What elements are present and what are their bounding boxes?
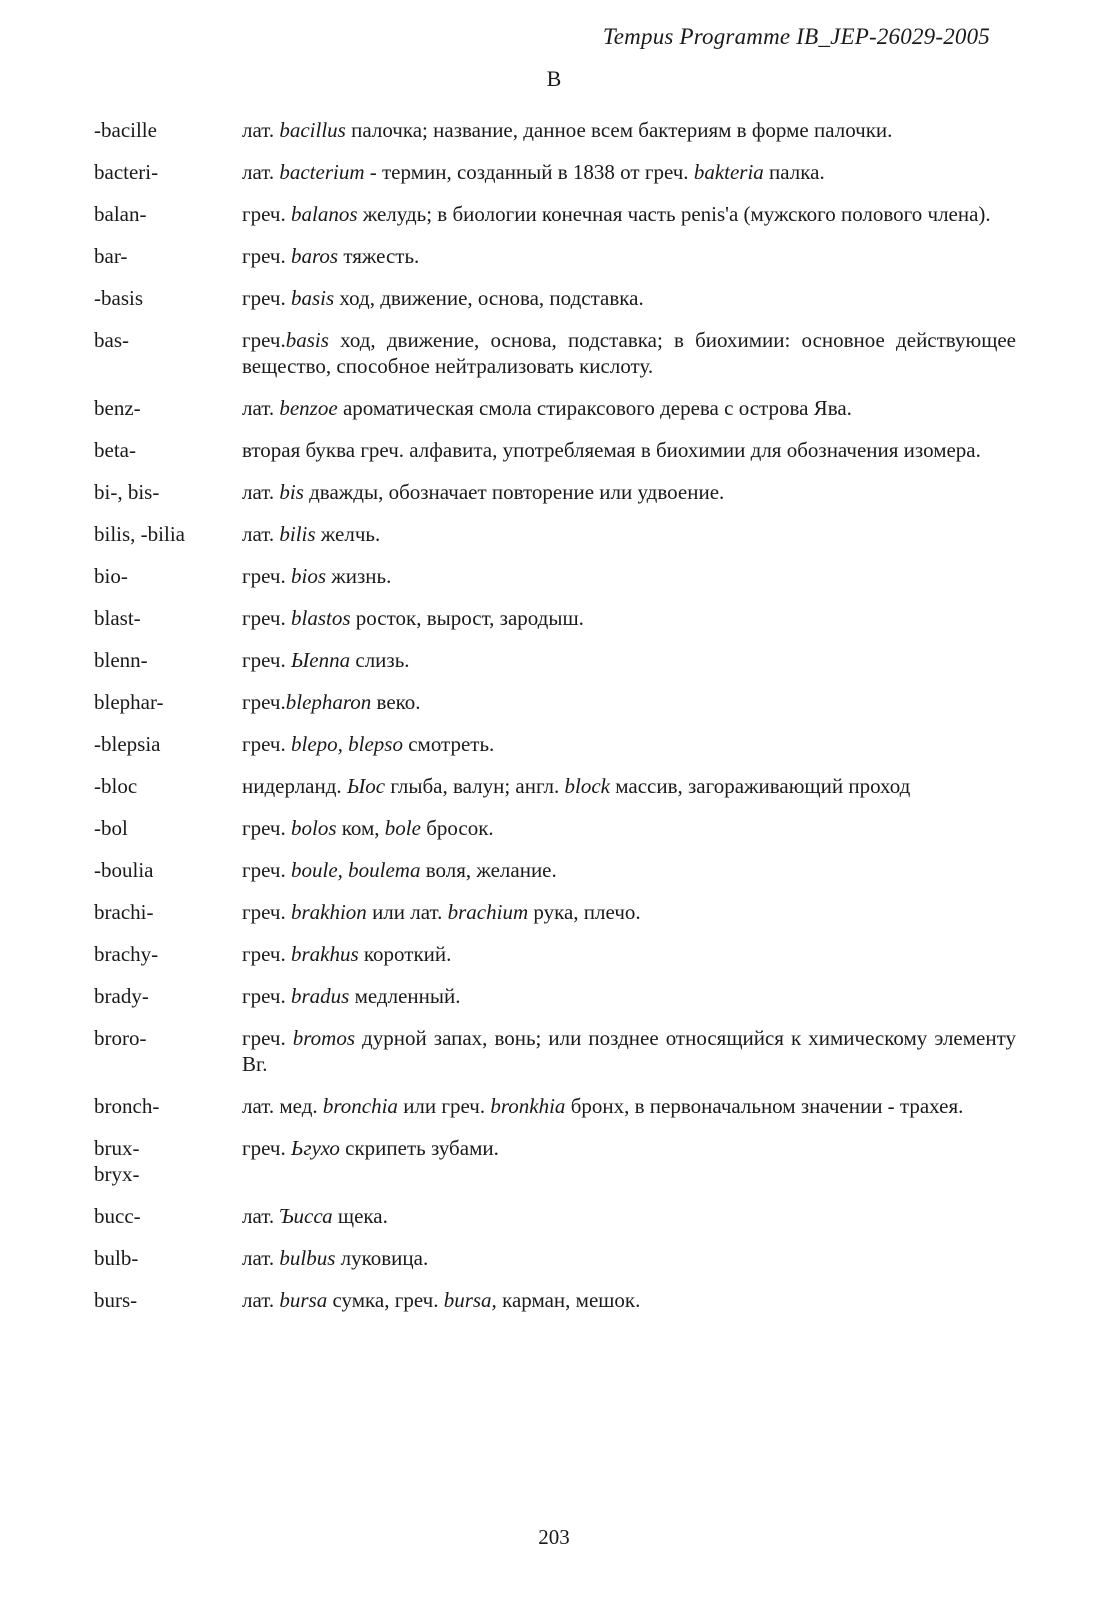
definition-italic-word: Ьгухо [290, 1136, 340, 1160]
definition-italic-word: bacterium [279, 160, 365, 184]
glossary-entry [94, 983, 1016, 1009]
definition-text: рука, плечо. [528, 900, 641, 924]
definition-italic-word: bronchia [322, 1094, 398, 1118]
glossary-entry [94, 243, 1016, 269]
definition-italic-word: blepharon [285, 690, 372, 714]
entry-definition [242, 689, 1016, 715]
definition-italic-word: bulbus [279, 1246, 336, 1270]
definition-text: греч. [242, 942, 291, 966]
entry-definition [242, 1245, 1016, 1271]
definition-text: веко. [371, 690, 421, 714]
definition-text: лат. [242, 480, 280, 504]
definition-text: ход, движение, основа, подставка. [334, 286, 644, 310]
definition-text: греч. [242, 564, 291, 588]
entry-definition [242, 1287, 1016, 1313]
glossary-entry [94, 563, 1016, 589]
entry-term: -bloc [94, 774, 138, 798]
glossary-entry [94, 1203, 1016, 1229]
glossary-entry [94, 1093, 1016, 1119]
definition-text: росток, вырост, зародыш. [350, 606, 584, 630]
entry-term: -boulia [94, 858, 154, 882]
definition-text: воля, желание. [420, 858, 557, 882]
section-letter: B [546, 66, 562, 91]
entry-term: -bol [94, 816, 128, 840]
definition-text: скрипеть зубами. [339, 1136, 499, 1160]
glossary-entry [94, 521, 1016, 547]
definition-italic-word: block [564, 774, 610, 798]
definition-text: вторая буква греч. алфавита, употребляемая в биохимии для обозначения изомера. [242, 438, 981, 462]
entry-definition [242, 857, 1016, 883]
entry-term: bar- [94, 244, 128, 268]
entry-definition [242, 201, 1016, 227]
definition-italic-word: bursa [279, 1288, 328, 1312]
entry-definition [242, 1025, 1016, 1077]
definition-text: глыба, валун; англ. [385, 774, 565, 798]
definition-text: ароматическая смола стираксового дерева с острова Ява. [337, 396, 852, 420]
definition-text: - термин, созданный в 1838 от греч. [364, 160, 694, 184]
entry-term: broro- [94, 1026, 147, 1050]
definition-text: ком, [336, 816, 385, 840]
definition-text: желудь; в биологии конечная часть penis'a (мужского полового члена). [357, 202, 991, 226]
definition-italic-word: basis [285, 328, 329, 352]
entry-term: blenn- [94, 648, 148, 672]
glossary-entry [94, 395, 1016, 421]
entry-definition [242, 327, 1016, 379]
entry-definition [242, 243, 1016, 269]
entry-term: -blepsia [94, 732, 161, 756]
entry-definition [242, 285, 1016, 311]
entry-definition [242, 521, 1016, 547]
definition-text: сумка, греч. [327, 1288, 444, 1312]
definition-text: греч. [242, 648, 291, 672]
entry-definition [242, 437, 1016, 463]
entry-definition [242, 983, 1016, 1009]
entry-definition [242, 563, 1016, 589]
definition-text: нидерланд. [242, 774, 347, 798]
entry-term: -bacille [94, 118, 157, 142]
definition-text: греч. [242, 286, 291, 310]
glossary-entry [94, 437, 1016, 463]
definition-text: дважды, обозначает повторение или удвоение. [303, 480, 725, 504]
entry-term: balan- [94, 202, 147, 226]
entry-term: bulb- [94, 1246, 139, 1270]
definition-italic-word: bios [290, 564, 326, 588]
glossary-entry [94, 285, 1016, 311]
glossary-entry [94, 857, 1016, 883]
definition-text: греч. [242, 244, 291, 268]
definition-text: греч. [242, 816, 291, 840]
glossary-entry [94, 605, 1016, 631]
definition-text: лат. [242, 1246, 280, 1270]
glossary-entry [94, 899, 1016, 925]
definition-italic-word: blastos [290, 606, 351, 630]
glossary-entry [94, 327, 1016, 379]
definition-text: лат. мед. [242, 1094, 323, 1118]
entry-term: brux- bryx- [94, 1136, 140, 1186]
definition-text: короткий. [358, 942, 452, 966]
definition-italic-word: balanos [290, 202, 358, 226]
glossary-entry [94, 1135, 1016, 1187]
definition-italic-word: bradus [290, 984, 350, 1008]
entry-term: brachi- [94, 900, 154, 924]
entry-term: blephar- [94, 690, 164, 714]
glossary-entry [94, 773, 1016, 799]
definition-text: греч. [242, 732, 291, 756]
definition-italic-word: bilis [279, 522, 316, 546]
definition-text: греч. [242, 1026, 293, 1050]
definition-italic-word: bronkhia [490, 1094, 566, 1118]
definition-italic-word: boule, boulema [290, 858, 421, 882]
glossary-entry [94, 815, 1016, 841]
page-number: 203 [538, 1525, 570, 1549]
definition-text: слизь. [350, 648, 410, 672]
entry-definition [242, 1135, 1016, 1161]
definition-text: тяжесть. [338, 244, 420, 268]
entry-definition [242, 731, 1016, 757]
definition-text: палочка; название, данное всем бактериям в форме палочки. [345, 118, 893, 142]
entry-definition [242, 1203, 1016, 1229]
glossary-entry [94, 479, 1016, 505]
entry-definition [242, 117, 1016, 143]
entry-term: bacteri- [94, 160, 159, 184]
definition-text: или греч. [397, 1094, 491, 1118]
glossary-entry [94, 1025, 1016, 1077]
definition-text: медленный. [349, 984, 461, 1008]
entry-definition [242, 941, 1016, 967]
definition-text: бронх, в первоначальном значении - трахея. [565, 1094, 964, 1118]
definition-italic-word: basis [290, 286, 335, 310]
entry-term: brachy- [94, 942, 159, 966]
entry-term: brady- [94, 984, 149, 1008]
definition-text: жизнь. [326, 564, 392, 588]
definition-text: дурной запах, вонь; или позднее относящийся к химическому элементу Вг. [242, 1026, 1017, 1076]
definition-text: смотреть. [402, 732, 495, 756]
definition-italic-word: benzoe [279, 396, 338, 420]
definition-italic-word: Ыос [346, 774, 386, 798]
glossary-entry [94, 159, 1016, 185]
glossary-entry [94, 1245, 1016, 1271]
definition-text: лат. [242, 1288, 280, 1312]
definition-text: греч. [242, 858, 291, 882]
entry-term: bronch- [94, 1094, 160, 1118]
definition-text: греч. [242, 606, 291, 630]
definition-text: луковица. [335, 1246, 429, 1270]
definition-text: греч. [242, 900, 291, 924]
entry-term: blast- [94, 606, 141, 630]
definition-text: греч. [242, 690, 286, 714]
running-head: Tempus Programme IB_JEP-26029-2005 [602, 24, 990, 49]
definition-text: желчь. [315, 522, 381, 546]
glossary-entries [94, 117, 1016, 1313]
entry-definition [242, 159, 1016, 185]
definition-text: лат. [242, 396, 280, 420]
definition-italic-word: blepo, blepso [290, 732, 403, 756]
glossary-entry [94, 941, 1016, 967]
definition-italic-word: bis [279, 480, 304, 504]
entry-term: beta- [94, 438, 136, 462]
entry-term: bio- [94, 564, 128, 588]
entry-term: bas- [94, 328, 129, 352]
entry-term: burs- [94, 1288, 138, 1312]
definition-text: бросок. [420, 816, 494, 840]
definition-text: греч. [242, 202, 291, 226]
definition-italic-word: bromos [292, 1026, 356, 1050]
entry-term: bi-, bis- [94, 480, 160, 504]
definition-text: лат. [242, 1204, 280, 1228]
definition-italic-word: baros [290, 244, 339, 268]
definition-italic-word: bole [384, 816, 421, 840]
entry-definition [242, 605, 1016, 631]
entry-term: -basis [94, 286, 143, 310]
definition-italic-word: bacillus [279, 118, 346, 142]
entry-definition [242, 647, 1016, 673]
definition-text: лат. [242, 118, 280, 142]
definition-text: греч. [242, 1136, 291, 1160]
definition-italic-word: bursa, [443, 1288, 497, 1312]
entry-definition [242, 899, 1016, 925]
definition-text: лат. [242, 522, 280, 546]
definition-text: палка. [763, 160, 825, 184]
entry-definition [242, 773, 1016, 799]
entry-term: bilis, -bilia [94, 522, 185, 546]
definition-italic-word: Ъисса [279, 1204, 333, 1228]
definition-text: греч. [242, 328, 286, 352]
definition-italic-word: brakhus [290, 942, 359, 966]
glossary-entry [94, 731, 1016, 757]
definition-text: лат. [242, 160, 280, 184]
definition-text: или лат. [366, 900, 448, 924]
entry-definition [242, 479, 1016, 505]
glossary-entry [94, 201, 1016, 227]
glossary-entry [94, 1287, 1016, 1313]
entry-term: benz- [94, 396, 141, 420]
definition-text: массив, загораживающий проход [610, 774, 911, 798]
definition-italic-word: bolos [290, 816, 337, 840]
entry-definition [242, 815, 1016, 841]
definition-text: греч. [242, 984, 291, 1008]
definition-italic-word: brakhion [290, 900, 367, 924]
definition-text: карман, мешок. [496, 1288, 641, 1312]
entry-definition [242, 1093, 1016, 1119]
definition-text: щека. [332, 1204, 388, 1228]
glossary-entry [94, 117, 1016, 143]
definition-italic-word: Ыenna [290, 648, 351, 672]
entry-definition [242, 395, 1016, 421]
glossary-entry [94, 647, 1016, 673]
entry-term: bucc- [94, 1204, 141, 1228]
definition-text: ход, движение, основа, подставка; в биохимии: основное действующее вещество, способное нейтрализовать кислоту. [242, 328, 1016, 378]
definition-italic-word: bakteria [693, 160, 764, 184]
glossary-entry [94, 689, 1016, 715]
definition-italic-word: brachium [447, 900, 529, 924]
